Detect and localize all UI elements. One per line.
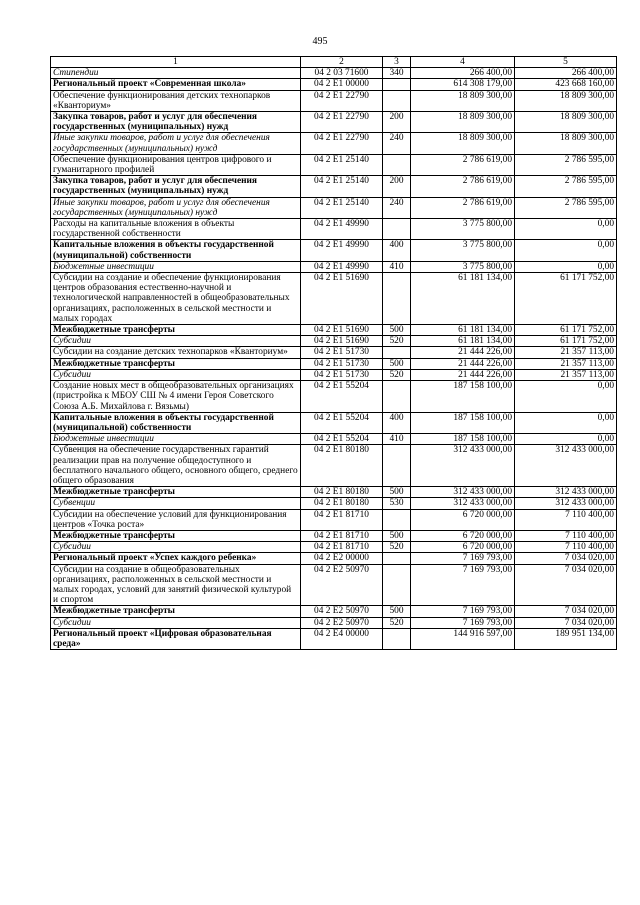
amount-year2-cell: 0,00 xyxy=(515,434,617,445)
table-row xyxy=(51,381,617,413)
expense-type-cell xyxy=(383,564,411,606)
amount-year2-cell: 266 400,00 xyxy=(515,68,617,79)
expense-type-cell xyxy=(383,79,411,90)
target-code-cell: 04 2 E1 49990 xyxy=(301,240,383,261)
table-row xyxy=(51,628,617,649)
expense-type-cell xyxy=(383,445,411,487)
amount-year2-cell: 61 171 752,00 xyxy=(515,336,617,347)
expense-type-cell xyxy=(383,347,411,358)
expense-type-cell: 520 xyxy=(383,542,411,553)
expense-type-cell: 520 xyxy=(383,369,411,380)
amount-year1-cell: 61 181 134,00 xyxy=(411,273,515,325)
amount-year2-cell: 0,00 xyxy=(515,412,617,433)
expense-type-cell: 500 xyxy=(383,358,411,369)
amount-year2-cell: 0,00 xyxy=(515,381,617,413)
expense-name-cell: Региональный проект «Современная школа» xyxy=(51,79,301,90)
expense-name-cell: Субсидии на создание в общеобразовательных организациях, расположенных в сельской местности и малых городах, условий для занятий физической культурой и спортом xyxy=(51,564,301,606)
expense-type-cell: 410 xyxy=(383,261,411,272)
budget-table xyxy=(50,56,617,650)
target-code-cell: 04 2 E1 51690 xyxy=(301,273,383,325)
table-row xyxy=(51,68,617,79)
amount-year1-cell: 2 786 619,00 xyxy=(411,154,515,175)
amount-year1-cell: 18 809 300,00 xyxy=(411,133,515,154)
amount-year2-cell: 2 786 595,00 xyxy=(515,176,617,197)
header-col-5: 5 xyxy=(515,57,617,68)
expense-name-cell: Расходы на капитальные вложения в объекты государственной собственности xyxy=(51,219,301,240)
target-code-cell: 04 2 03 71600 xyxy=(301,68,383,79)
table-row xyxy=(51,273,617,325)
target-code-cell: 04 2 E1 22790 xyxy=(301,90,383,111)
expense-name-cell: Межбюджетные трансферты xyxy=(51,606,301,617)
amount-year1-cell: 6 720 000,00 xyxy=(411,530,515,541)
expense-name-cell: Межбюджетные трансферты xyxy=(51,487,301,498)
target-code-cell: 04 2 E1 51730 xyxy=(301,358,383,369)
amount-year1-cell: 614 308 179,00 xyxy=(411,79,515,90)
table-row xyxy=(51,487,617,498)
table-row xyxy=(51,509,617,530)
table-row xyxy=(51,347,617,358)
table-row xyxy=(51,369,617,380)
expense-type-cell xyxy=(383,628,411,649)
expense-name-cell: Создание новых мест в общеобразовательных организациях (пристройка к МБОУ СШ № 4 имени Героя Советского Союза А.Б. Михайлова г. Вязьмы) xyxy=(51,381,301,413)
amount-year2-cell: 7 110 400,00 xyxy=(515,530,617,541)
expense-type-cell: 500 xyxy=(383,606,411,617)
target-code-cell: 04 2 E1 25140 xyxy=(301,197,383,218)
table-row xyxy=(51,90,617,111)
amount-year1-cell: 7 169 793,00 xyxy=(411,564,515,606)
amount-year1-cell: 266 400,00 xyxy=(411,68,515,79)
expense-name-cell: Капитальные вложения в объекты государственной (муниципальной) собственности xyxy=(51,240,301,261)
amount-year2-cell: 312 433 000,00 xyxy=(515,445,617,487)
amount-year1-cell: 3 775 800,00 xyxy=(411,261,515,272)
target-code-cell: 04 2 E1 55204 xyxy=(301,381,383,413)
expense-name-cell: Стипендии xyxy=(51,68,301,79)
expense-name-cell: Субвенции xyxy=(51,498,301,509)
target-code-cell: 04 2 E1 00000 xyxy=(301,79,383,90)
target-code-cell: 04 2 E1 49990 xyxy=(301,261,383,272)
expense-name-cell: Субсидии на обеспечение условий для функционирования центров «Точка роста» xyxy=(51,509,301,530)
target-code-cell: 04 2 E2 50970 xyxy=(301,617,383,628)
amount-year1-cell: 6 720 000,00 xyxy=(411,542,515,553)
amount-year1-cell: 187 158 100,00 xyxy=(411,381,515,413)
expense-type-cell: 520 xyxy=(383,617,411,628)
table-row xyxy=(51,197,617,218)
expense-type-cell xyxy=(383,381,411,413)
table-header-row xyxy=(51,57,617,68)
target-code-cell: 04 2 E1 51690 xyxy=(301,325,383,336)
amount-year2-cell: 7 110 400,00 xyxy=(515,542,617,553)
expense-type-cell: 240 xyxy=(383,197,411,218)
expense-name-cell: Региональный проект «Цифровая образовательная среда» xyxy=(51,628,301,649)
expense-name-cell: Субвенция на обеспечение государственных гарантий реализации прав на получение общедоступного и бесплатного начального общего, основного общего, среднего общего образования xyxy=(51,445,301,487)
table-row xyxy=(51,358,617,369)
page-number: 495 xyxy=(312,36,328,47)
target-code-cell: 04 2 E1 25140 xyxy=(301,176,383,197)
amount-year1-cell: 21 444 226,00 xyxy=(411,369,515,380)
amount-year1-cell: 312 433 000,00 xyxy=(411,498,515,509)
target-code-cell: 04 2 E1 51730 xyxy=(301,369,383,380)
expense-name-cell: Субсидии xyxy=(51,369,301,380)
table-row xyxy=(51,445,617,487)
amount-year2-cell: 61 171 752,00 xyxy=(515,273,617,325)
expense-type-cell xyxy=(383,553,411,564)
amount-year2-cell: 7 034 020,00 xyxy=(515,564,617,606)
target-code-cell: 04 2 E2 50970 xyxy=(301,564,383,606)
header-col-2: 2 xyxy=(301,57,383,68)
table-row xyxy=(51,261,617,272)
expense-name-cell: Закупка товаров, работ и услуг для обеспечения государственных (муниципальных) нужд xyxy=(51,176,301,197)
amount-year2-cell: 0,00 xyxy=(515,240,617,261)
expense-name-cell: Обеспечение функционирования центров цифрового и гуманитарного профилей xyxy=(51,154,301,175)
target-code-cell: 04 2 E1 22790 xyxy=(301,112,383,133)
table-row xyxy=(51,79,617,90)
amount-year2-cell: 18 809 300,00 xyxy=(515,90,617,111)
table-row xyxy=(51,154,617,175)
expense-name-cell: Капитальные вложения в объекты государственной (муниципальной) собственности xyxy=(51,412,301,433)
table-row xyxy=(51,325,617,336)
amount-year2-cell: 2 786 595,00 xyxy=(515,197,617,218)
target-code-cell: 04 2 E1 51690 xyxy=(301,336,383,347)
table-row xyxy=(51,553,617,564)
target-code-cell: 04 2 E1 55204 xyxy=(301,412,383,433)
table-row xyxy=(51,606,617,617)
amount-year2-cell: 21 357 113,00 xyxy=(515,347,617,358)
expense-type-cell: 240 xyxy=(383,133,411,154)
amount-year2-cell: 18 809 300,00 xyxy=(515,112,617,133)
expense-type-cell: 520 xyxy=(383,336,411,347)
table-row xyxy=(51,530,617,541)
amount-year2-cell: 61 171 752,00 xyxy=(515,325,617,336)
expense-type-cell: 200 xyxy=(383,112,411,133)
expense-name-cell: Бюджетные инвестиции xyxy=(51,434,301,445)
header-col-3: 3 xyxy=(383,57,411,68)
amount-year2-cell: 0,00 xyxy=(515,261,617,272)
expense-name-cell: Обеспечение функционирования детских технопарков «Кванториум» xyxy=(51,90,301,111)
table-row xyxy=(51,112,617,133)
amount-year1-cell: 18 809 300,00 xyxy=(411,90,515,111)
target-code-cell: 04 2 E1 22790 xyxy=(301,133,383,154)
amount-year2-cell: 7 110 400,00 xyxy=(515,509,617,530)
expense-name-cell: Иные закупки товаров, работ и услуг для обеспечения государственных (муниципальных) нужд xyxy=(51,133,301,154)
expense-name-cell: Закупка товаров, работ и услуг для обеспечения государственных (муниципальных) нужд xyxy=(51,112,301,133)
target-code-cell: 04 2 E2 00000 xyxy=(301,553,383,564)
amount-year1-cell: 6 720 000,00 xyxy=(411,509,515,530)
expense-type-cell: 500 xyxy=(383,325,411,336)
expense-name-cell: Межбюджетные трансферты xyxy=(51,530,301,541)
expense-type-cell xyxy=(383,90,411,111)
amount-year1-cell: 312 433 000,00 xyxy=(411,487,515,498)
table-body xyxy=(51,68,617,650)
amount-year1-cell: 21 444 226,00 xyxy=(411,358,515,369)
expense-type-cell xyxy=(383,509,411,530)
amount-year2-cell: 18 809 300,00 xyxy=(515,133,617,154)
target-code-cell: 04 2 E1 81710 xyxy=(301,509,383,530)
expense-name-cell: Субсидии xyxy=(51,542,301,553)
amount-year1-cell: 187 158 100,00 xyxy=(411,412,515,433)
amount-year2-cell: 189 951 134,00 xyxy=(515,628,617,649)
table-row xyxy=(51,336,617,347)
table-row xyxy=(51,219,617,240)
target-code-cell: 04 2 E4 00000 xyxy=(301,628,383,649)
amount-year2-cell: 7 034 020,00 xyxy=(515,553,617,564)
target-code-cell: 04 2 E1 80180 xyxy=(301,445,383,487)
amount-year2-cell: 21 357 113,00 xyxy=(515,358,617,369)
expense-type-cell: 340 xyxy=(383,68,411,79)
amount-year1-cell: 3 775 800,00 xyxy=(411,240,515,261)
amount-year2-cell: 7 034 020,00 xyxy=(515,617,617,628)
target-code-cell: 04 2 E1 81710 xyxy=(301,542,383,553)
expense-name-cell: Межбюджетные трансферты xyxy=(51,358,301,369)
expense-type-cell xyxy=(383,273,411,325)
expense-type-cell: 400 xyxy=(383,412,411,433)
table-row xyxy=(51,240,617,261)
amount-year2-cell: 0,00 xyxy=(515,219,617,240)
amount-year1-cell: 7 169 793,00 xyxy=(411,606,515,617)
amount-year1-cell: 61 181 134,00 xyxy=(411,336,515,347)
amount-year1-cell: 61 181 134,00 xyxy=(411,325,515,336)
expense-name-cell: Субсидии xyxy=(51,336,301,347)
amount-year2-cell: 2 786 595,00 xyxy=(515,154,617,175)
amount-year1-cell: 3 775 800,00 xyxy=(411,219,515,240)
header-col-4: 4 xyxy=(411,57,515,68)
expense-type-cell: 200 xyxy=(383,176,411,197)
amount-year2-cell: 312 433 000,00 xyxy=(515,498,617,509)
target-code-cell: 04 2 E1 51730 xyxy=(301,347,383,358)
amount-year2-cell: 7 034 020,00 xyxy=(515,606,617,617)
target-code-cell: 04 2 E1 80180 xyxy=(301,487,383,498)
target-code-cell: 04 2 E1 49990 xyxy=(301,219,383,240)
table-row xyxy=(51,412,617,433)
amount-year1-cell: 18 809 300,00 xyxy=(411,112,515,133)
table-row xyxy=(51,176,617,197)
target-code-cell: 04 2 E1 80180 xyxy=(301,498,383,509)
expense-name-cell: Иные закупки товаров, работ и услуг для обеспечения государственных (муниципальных) нужд xyxy=(51,197,301,218)
expense-type-cell: 400 xyxy=(383,240,411,261)
amount-year1-cell: 312 433 000,00 xyxy=(411,445,515,487)
expense-name-cell: Бюджетные инвестиции xyxy=(51,261,301,272)
amount-year1-cell: 21 444 226,00 xyxy=(411,347,515,358)
target-code-cell: 04 2 E1 81710 xyxy=(301,530,383,541)
table-row xyxy=(51,498,617,509)
expense-type-cell xyxy=(383,219,411,240)
expense-name-cell: Региональный проект «Успех каждого ребенка» xyxy=(51,553,301,564)
header-col-1: 1 xyxy=(51,57,301,68)
table-row xyxy=(51,133,617,154)
expense-name-cell: Межбюджетные трансферты xyxy=(51,325,301,336)
expense-type-cell: 410 xyxy=(383,434,411,445)
expense-type-cell: 500 xyxy=(383,530,411,541)
expense-type-cell: 500 xyxy=(383,487,411,498)
amount-year1-cell: 187 158 100,00 xyxy=(411,434,515,445)
expense-name-cell: Субсидии на создание и обеспечение функционирования центров образования естественно-научной и технологической направленностей в общеобразовательных организациях, расположенных в сельской местности и малых городах xyxy=(51,273,301,325)
expense-type-cell xyxy=(383,154,411,175)
target-code-cell: 04 2 E2 50970 xyxy=(301,606,383,617)
amount-year1-cell: 7 169 793,00 xyxy=(411,617,515,628)
amount-year1-cell: 7 169 793,00 xyxy=(411,553,515,564)
target-code-cell: 04 2 E1 25140 xyxy=(301,154,383,175)
amount-year1-cell: 2 786 619,00 xyxy=(411,176,515,197)
expense-type-cell: 530 xyxy=(383,498,411,509)
expense-name-cell: Субсидии xyxy=(51,617,301,628)
amount-year1-cell: 2 786 619,00 xyxy=(411,197,515,218)
table-row xyxy=(51,434,617,445)
amount-year2-cell: 423 668 160,00 xyxy=(515,79,617,90)
table-row xyxy=(51,564,617,606)
amount-year2-cell: 21 357 113,00 xyxy=(515,369,617,380)
target-code-cell: 04 2 E1 55204 xyxy=(301,434,383,445)
expense-name-cell: Субсидии на создание детских технопарков «Кванториум» xyxy=(51,347,301,358)
amount-year2-cell: 312 433 000,00 xyxy=(515,487,617,498)
table-row xyxy=(51,617,617,628)
amount-year1-cell: 144 916 597,00 xyxy=(411,628,515,649)
table-row xyxy=(51,542,617,553)
